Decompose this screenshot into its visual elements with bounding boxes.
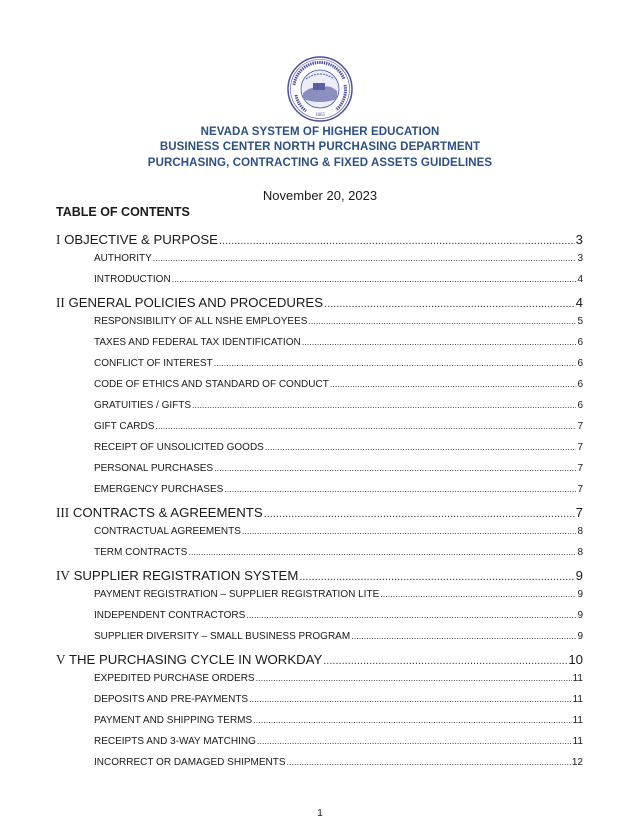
page-number: 1 (317, 808, 323, 819)
dot-leader (253, 715, 571, 725)
toc-page-number: 7 (577, 421, 583, 432)
toc-subsection-entry[interactable] (56, 316, 583, 337)
dot-leader (192, 400, 576, 410)
toc-subsection-entry[interactable] (56, 442, 583, 463)
toc-entry-title (94, 463, 213, 474)
toc-page-number: 5 (577, 316, 583, 327)
toc-entry-title (94, 757, 286, 768)
toc-entry-label: CODE OF ETHICS AND STANDARD OF CONDUCT (94, 379, 329, 390)
toc-entry-title (94, 631, 350, 642)
toc-subsection-entry[interactable] (56, 547, 583, 568)
toc-entry-label: GRATUITIES / GIFTS (94, 400, 192, 411)
toc-title: TABLE OF CONTENTS (56, 205, 190, 219)
dot-leader (214, 358, 577, 368)
toc-entry-title (94, 400, 191, 411)
toc-entry-label: PAYMENT REGISTRATION – SUPPLIER REGISTRATION LITE (94, 589, 380, 600)
toc-entry-title (56, 568, 298, 584)
toc-entry-label: CONTRACTUAL AGREEMENTS (94, 526, 241, 537)
dot-leader (153, 253, 577, 263)
toc-page-number: 12 (571, 757, 583, 768)
toc-entry-title (94, 484, 223, 495)
toc-entry-title (56, 652, 322, 668)
dot-leader (219, 235, 575, 247)
toc-page-number: 7 (577, 484, 583, 495)
toc-page-number: 6 (577, 337, 583, 348)
toc-subsection-entry[interactable] (56, 379, 583, 400)
toc-entry-title (94, 589, 379, 600)
toc-entry-label: RECEIPT OF UNSOLICITED GOODS (94, 442, 264, 453)
dot-leader (351, 631, 576, 641)
toc-entry-title (94, 694, 248, 705)
toc-section-entry[interactable] (56, 232, 583, 253)
toc-entry-title (94, 337, 301, 348)
dot-leader (308, 316, 576, 326)
toc-entry-label: THE PURCHASING CYCLE IN WORKDAY (68, 652, 323, 667)
svg-text:1865: 1865 (315, 113, 325, 118)
toc-page-number: 11 (572, 694, 583, 705)
toc-entry-label: CONTRACTS & AGREEMENTS (72, 505, 263, 520)
toc-entry-label: TERM CONTRACTS (94, 547, 188, 558)
toc-section-entry[interactable] (56, 568, 583, 589)
toc-section-entry[interactable] (56, 295, 583, 316)
header-line-2: BUSINESS CENTER NORTH PURCHASING DEPARTMENT (159, 141, 481, 153)
toc-entry-title (94, 736, 256, 747)
dot-leader (302, 337, 577, 347)
toc-entry-title (94, 526, 241, 537)
toc-section-number: IV (56, 568, 70, 583)
toc-entry-title (56, 505, 263, 521)
dot-leader (214, 463, 576, 473)
dot-leader (249, 694, 572, 704)
toc-entry-label: EMERGENCY PURCHASES (94, 484, 224, 495)
toc-entry-title (56, 295, 323, 311)
toc-subsection-entry[interactable] (56, 610, 583, 631)
toc-entry-label: INTRODUCTION (94, 274, 171, 285)
toc-subsection-entry[interactable] (56, 631, 583, 652)
toc-page-number: 7 (577, 463, 583, 474)
toc-page-number: 11 (572, 673, 583, 684)
toc-subsection-entry[interactable] (56, 757, 583, 778)
toc-subsection-entry[interactable] (56, 400, 583, 421)
toc-subsection-entry[interactable] (56, 736, 583, 757)
toc-section-number: II (56, 295, 65, 310)
toc-entry-title (94, 442, 264, 453)
toc-subsection-entry[interactable] (56, 421, 583, 442)
dot-leader (330, 379, 577, 389)
toc-subsection-entry[interactable] (56, 463, 583, 484)
toc-page-number: 9 (575, 568, 583, 583)
toc-entry-title (94, 253, 152, 264)
dot-leader (257, 736, 572, 746)
toc-subsection-entry[interactable] (56, 694, 583, 715)
toc-entry-label: RECEIPTS AND 3-WAY MATCHING (94, 736, 256, 747)
toc-subsection-entry[interactable] (56, 589, 583, 610)
toc-page-number: 8 (577, 526, 583, 537)
toc-entry-label: GENERAL POLICIES AND PROCEDURES (68, 295, 324, 310)
toc-page-number: 8 (577, 547, 583, 558)
toc-section-number: III (56, 505, 70, 520)
toc-page-number: 10 (568, 652, 583, 667)
toc-subsection-entry[interactable] (56, 358, 583, 379)
toc-section-number: I (56, 232, 61, 247)
toc-subsection-entry[interactable] (56, 253, 583, 274)
dot-leader (246, 610, 576, 620)
toc-entry-title (94, 316, 307, 327)
toc-section-entry[interactable] (56, 652, 583, 673)
toc-entry-label: AUTHORITY (94, 253, 152, 264)
header-line-1: NEVADA SYSTEM OF HIGHER EDUCATION (200, 126, 440, 138)
dot-leader (265, 442, 577, 452)
toc-page-number: 3 (577, 253, 583, 264)
dot-leader (188, 547, 576, 557)
dot-leader (380, 589, 576, 599)
toc-entry-label: RESPONSIBILITY OF ALL NSHE EMPLOYEES (94, 316, 308, 327)
toc-subsection-entry[interactable] (56, 715, 583, 736)
toc-page-number: 6 (577, 400, 583, 411)
toc-page-number: 9 (577, 631, 583, 642)
toc-entry-title (56, 232, 218, 248)
toc-subsection-entry[interactable] (56, 274, 583, 295)
toc-entry-label: PAYMENT AND SHIPPING TERMS (94, 715, 253, 726)
dot-leader (242, 526, 577, 536)
toc-entry-label: SUPPLIER DIVERSITY – SMALL BUSINESS PROGRAM (94, 631, 351, 642)
dot-leader (324, 298, 575, 310)
toc-page-number: 6 (577, 379, 583, 390)
toc-entry-title (94, 610, 245, 621)
toc-entry-label: DEPOSITS AND PRE-PAYMENTS (94, 694, 249, 705)
toc-entry-title (94, 421, 154, 432)
toc-page-number: 6 (577, 358, 583, 369)
dot-leader (323, 655, 567, 667)
toc-entry-title (94, 547, 187, 558)
toc-page-number: 9 (577, 589, 583, 600)
toc-entry-label: TAXES AND FEDERAL TAX IDENTIFICATION (94, 337, 301, 348)
toc-entry-label: INDEPENDENT CONTRACTORS (94, 610, 246, 621)
toc-entry-label: PERSONAL PURCHASES (94, 463, 214, 474)
toc-entry-label: INCORRECT OR DAMAGED SHIPMENTS (94, 757, 286, 768)
toc-entry-label: EXPEDITED PURCHASE ORDERS (94, 673, 255, 684)
dot-leader (299, 571, 574, 583)
dot-leader (256, 673, 572, 683)
toc-section-entry[interactable] (56, 505, 583, 526)
toc-subsection-entry[interactable] (56, 484, 583, 505)
toc-entry-title (94, 358, 213, 369)
header-line-3: PURCHASING, CONTRACTING & FIXED ASSETS GUIDELINES (147, 157, 493, 169)
toc-entry-title (94, 379, 329, 390)
toc-entry-label: SUPPLIER REGISTRATION SYSTEM (73, 568, 299, 583)
toc-entry-label: GIFT CARDS (94, 421, 155, 432)
dot-leader (287, 757, 571, 767)
dot-leader (264, 508, 575, 520)
toc-page-number: 7 (575, 505, 583, 520)
toc-subsection-entry[interactable] (56, 526, 583, 547)
toc-entry-label: CONFLICT OF INTEREST (94, 358, 213, 369)
toc-subsection-entry[interactable] (56, 673, 583, 694)
toc-page-number: 11 (572, 715, 583, 726)
toc-page-number: 3 (575, 232, 583, 247)
toc-entry-title (94, 274, 171, 285)
document-date: November 20, 2023 (262, 188, 378, 203)
toc-entry-title (94, 673, 255, 684)
toc-section-number: V (56, 652, 66, 667)
toc-page-number: 9 (577, 610, 583, 621)
nshe-seal-logo (286, 55, 354, 123)
toc-page-number: 11 (572, 736, 583, 747)
dot-leader (172, 274, 577, 284)
toc-entry-label: OBJECTIVE & PURPOSE (64, 232, 218, 247)
dot-leader (224, 484, 576, 494)
toc-page-number: 7 (577, 442, 583, 453)
dot-leader (155, 421, 576, 431)
table-of-contents (56, 232, 583, 778)
toc-page-number: 4 (577, 274, 583, 285)
toc-entry-title (94, 715, 252, 726)
toc-subsection-entry[interactable] (56, 337, 583, 358)
toc-page-number: 4 (575, 295, 583, 310)
